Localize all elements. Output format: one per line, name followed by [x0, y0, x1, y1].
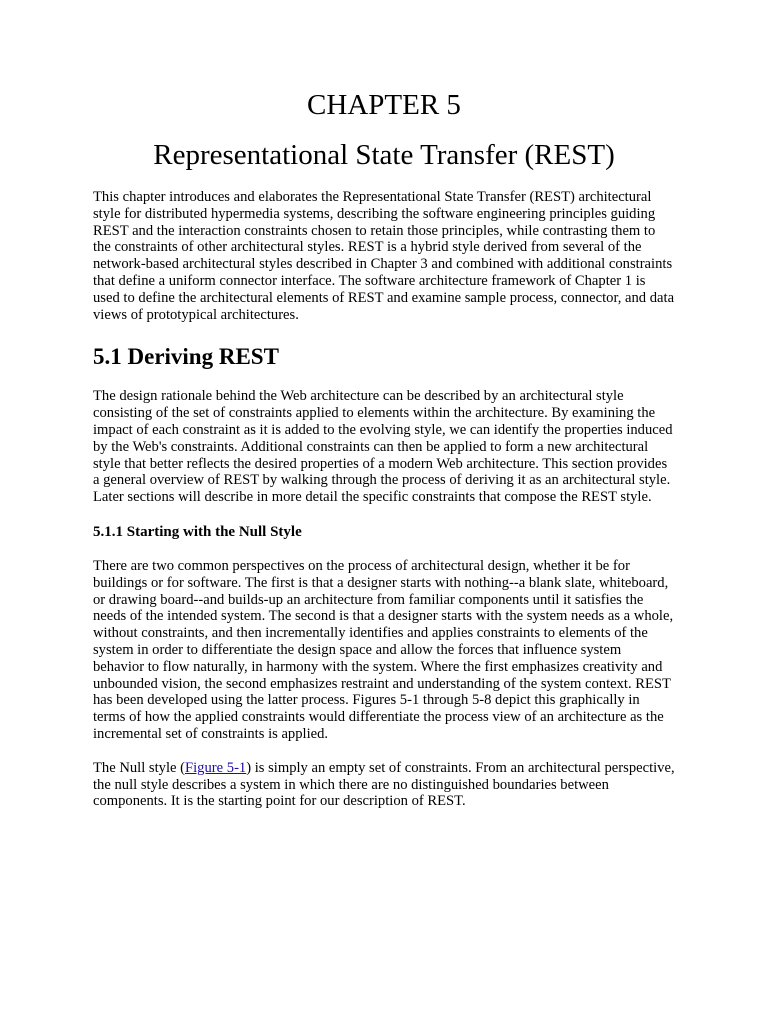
section-heading-5-1-1: 5.1.1 Starting with the Null Style: [93, 523, 302, 540]
null-style-text-after: ) is simply an empty set of constraints. From an architectural perspective, the null style describes a system in which there are no distinguished boundaries between components. It is the starting point for our description of REST.: [93, 759, 675, 810]
deriving-rest-paragraph: The design rationale behind the Web architecture can be described by an architectural style consisting of the set of constraints applied to elements within the architecture. By examining the impact of each constraint as it is added to the evolving style, we can identify the properties induced by the Web's constraints. Additional constraints can then be applied to form a new architectural style that better reflects the desired properties of a modern Web architecture. This section provides a general overview of REST by walking through the process of deriving it as an architectural style. Later sections will describe in more detail the specific constraints that compose the REST style.: [93, 388, 673, 506]
section-heading-5-1: 5.1 Deriving REST: [93, 344, 279, 370]
intro-paragraph: This chapter introduces and elaborates the Representational State Transfer (REST) architectural style for distributed hypermedia systems, describing the software engineering principles guiding REST and the interaction constraints chosen to retain those principles, while contrasting them to the constraints of other architectural styles. REST is a hybrid style derived from several of the network-based architectural styles described in Chapter 3 and combined with additional constraints that define a uniform connector interface. The software architecture framework of Chapter 1 is used to define the architectural elements of REST and examine sample process, connector, and data views of prototypical architectures.: [93, 189, 675, 323]
chapter-title: Representational State Transfer (REST): [153, 139, 615, 171]
figure-5-1-link[interactable]: Figure 5-1: [185, 759, 247, 776]
null-style-text-before: The Null style (: [93, 759, 186, 776]
document-page: [93, 88, 675, 810]
perspectives-paragraph: There are two common perspectives on the process of architectural design, whether it be for buildings or for software. The first is that a designer starts with nothing--a blank slate, whiteboard, or drawing board--and builds-up an architecture from familiar components until it satisfies the needs of the intended system. The second is that a designer starts with the system needs as a whole, without constraints, and then incrementally identifies and applies constraints to elements of the system in order to differentiate the design space and allow the forces that influence system behavior to flow naturally, in harmony with the system. Where the first emphasizes creativity and unbounded vision, the second emphasizes restraint and understanding of the system context. REST has been developed using the latter process. Figures 5-1 through 5-8 depict this graphically in terms of how the applied constraints would differentiate the process view of an architecture as the incremental set of constraints is applied.: [93, 557, 674, 742]
chapter-label: CHAPTER 5: [307, 89, 461, 121]
null-style-paragraph: [93, 760, 675, 810]
